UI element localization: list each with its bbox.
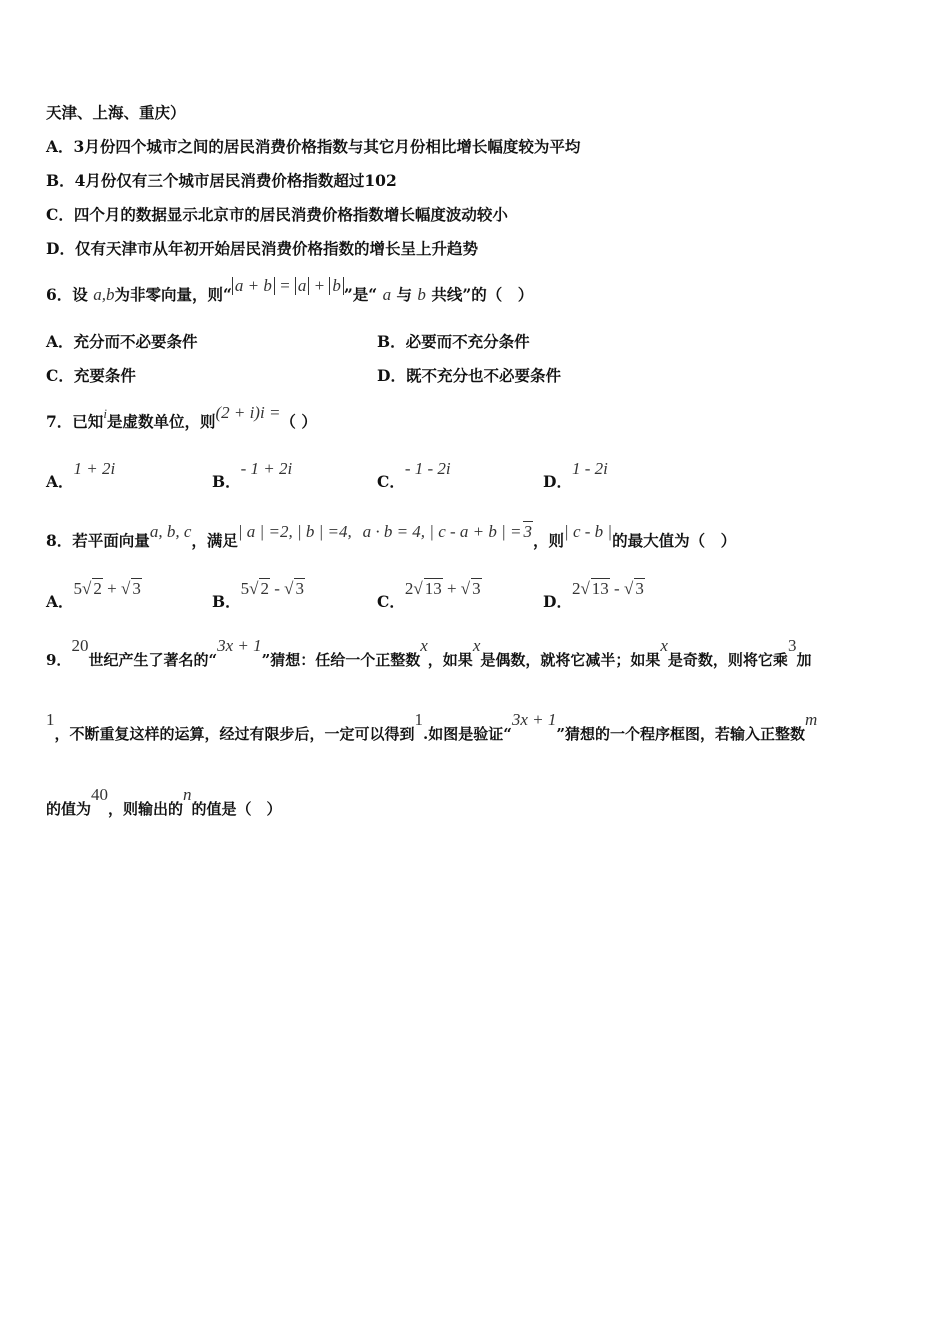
stem-text: ，则 — [533, 531, 565, 550]
sqrt-value: 3 — [523, 522, 533, 541]
abs-a: a — [295, 277, 310, 295]
abs-b: b — [329, 277, 344, 295]
stem-text: ，满足 — [191, 531, 238, 550]
option-text: 仅有天津市从年初开始居民消费价格指数的增长呈上升趋势 — [74, 239, 478, 258]
option-label: A． — [46, 137, 74, 156]
option-label: A． — [46, 592, 74, 611]
option-label: D． — [543, 592, 572, 611]
option-text: 四个月的数据显示北京市的居民消费价格指数增长幅度波动较小 — [73, 205, 508, 224]
math-op: - — [269, 579, 285, 598]
stem-text: 已知 — [72, 412, 104, 431]
q5-option-a[interactable] — [46, 137, 580, 157]
q6-option-d[interactable] — [377, 366, 561, 386]
option-text: 必要而不充分条件 — [405, 332, 530, 351]
stem-text: 世纪产生了著名的“ — [88, 651, 218, 669]
sqrt-value: 13 — [591, 579, 609, 598]
option-value: 1 + 2i — [73, 459, 116, 478]
math-op: - — [609, 579, 624, 598]
option-label: C． — [46, 366, 74, 385]
option-label: C． — [46, 205, 74, 224]
q9-line-3 — [46, 785, 282, 819]
math-expression: (2 + i)i = — [215, 403, 281, 422]
math-plus: + — [309, 276, 330, 295]
stem-text: ，如果 — [427, 651, 473, 669]
q9-line-2 — [46, 710, 818, 744]
sqrt-value: 2 — [93, 579, 102, 598]
math-expression: 3x + 1 — [511, 710, 557, 729]
option-text: 4月份仅有三个城市居民消费价格指数超过102 — [74, 171, 397, 190]
math-1: 1 — [414, 710, 424, 729]
q9-line-1 — [46, 636, 812, 670]
option-label: D． — [377, 366, 406, 385]
math-eq: = — [274, 276, 295, 295]
option-value: 5√ 2 - √ 3 — [240, 579, 304, 598]
math-x: x — [420, 636, 428, 655]
sqrt-value: 3 — [132, 579, 141, 598]
option-text: 充要条件 — [73, 366, 136, 385]
math-40: 40 — [91, 785, 109, 804]
math-op: + — [442, 579, 461, 598]
q6-option-c[interactable] — [46, 366, 136, 386]
stem-text: ”猜想的一个程序框图，若输入正整数 — [556, 725, 806, 743]
q7-option-b[interactable] — [212, 459, 293, 492]
stem-text: 为非零向量，则“ — [114, 285, 232, 304]
q7-option-a[interactable] — [46, 459, 116, 492]
math-20: 20 — [71, 636, 89, 655]
math-m: m — [805, 710, 818, 729]
coef: 2 — [404, 579, 414, 598]
q6-option-b[interactable] — [377, 332, 530, 352]
option-value: 2√ 13 + √ 3 — [404, 579, 481, 598]
math-condition — [232, 276, 344, 295]
math-n: n — [183, 785, 192, 804]
stem-text: 的值是（ ） — [191, 800, 282, 818]
q8-option-c[interactable] — [377, 579, 482, 612]
coef: 5 — [240, 579, 250, 598]
stem-text: .如图是验证“ — [423, 725, 512, 743]
question-number: 8． — [46, 531, 73, 550]
q7-stem — [46, 403, 317, 433]
math-b: b — [417, 285, 426, 304]
option-label: C． — [377, 472, 405, 491]
q8-option-b[interactable] — [212, 579, 305, 612]
math-3: 3 — [787, 636, 797, 655]
stem-text: ，则输出的 — [108, 800, 184, 818]
option-label: A． — [46, 472, 74, 491]
stem-text: 与 — [396, 285, 413, 304]
math-vars: a,b — [93, 285, 115, 304]
q7-option-d[interactable] — [543, 459, 608, 492]
stem-text: 是偶数，就将它减半；如果 — [480, 651, 661, 669]
abs-sum: a + b — [232, 277, 275, 295]
math-condition-2-text: a · b = 4, | c - a + b | = — [362, 522, 522, 541]
math-1: 1 — [46, 710, 55, 729]
stem-text: ”是“ — [343, 285, 378, 304]
option-label: B． — [212, 592, 241, 611]
stem-text: 共线”的（ ） — [431, 285, 534, 304]
option-value: 5√ 2 + √ 3 — [73, 579, 141, 598]
q5-option-c[interactable] — [46, 205, 508, 225]
question-number: 9． — [46, 651, 72, 669]
math-x: x — [660, 636, 668, 655]
q5-option-d[interactable] — [46, 239, 478, 259]
option-text: 3月份四个城市之间的居民消费价格指数与其它月份相比增长幅度较为平均 — [73, 137, 581, 156]
q7-option-c[interactable] — [377, 459, 451, 492]
option-value: - 1 + 2i — [240, 459, 293, 478]
question-number: 7． — [46, 412, 73, 431]
option-label: C． — [377, 592, 405, 611]
sqrt-value: 3 — [472, 579, 481, 598]
stem-text: 是奇数，则将它乘 — [667, 651, 788, 669]
math-condition-1: | a | =2, | b | =4, — [237, 522, 352, 541]
coef: 5 — [73, 579, 83, 598]
math-op: + — [102, 579, 121, 598]
math-i: i — [103, 406, 107, 421]
option-label: B． — [46, 171, 75, 190]
q8-option-a[interactable] — [46, 579, 142, 612]
option-label: D． — [46, 239, 75, 258]
sqrt-value: 13 — [424, 579, 442, 598]
option-text: 充分而不必要条件 — [73, 332, 198, 351]
math-target: | c - b | — [564, 522, 613, 541]
question-number: 6． — [46, 285, 73, 304]
stem-text: 的最大值为（ ） — [612, 531, 737, 550]
math-expression: 3x + 1 — [217, 636, 262, 655]
q5-tail: 天津、上海、重庆） — [46, 103, 186, 122]
option-text: 既不充分也不必要条件 — [405, 366, 561, 385]
stem-text: 加 — [796, 651, 812, 669]
stem-text: 的值为 — [46, 800, 92, 818]
q8-stem — [46, 522, 737, 551]
option-label: B． — [377, 332, 406, 351]
q6-stem — [46, 276, 534, 305]
sqrt-value: 2 — [260, 579, 269, 598]
stem-text: （ ） — [280, 412, 317, 431]
stem-text: ，不断重复这样的运算，经过有限步后，一定可以得到 — [54, 725, 415, 743]
option-label: B． — [212, 472, 241, 491]
stem-text: 是虚数单位，则 — [106, 412, 216, 431]
sqrt-value: 3 — [295, 579, 304, 598]
stem-text: ”猜想：任给一个正整数 — [261, 651, 421, 669]
stem-text: 若平面向量 — [72, 531, 150, 550]
option-label: A． — [46, 332, 74, 351]
option-value: - 1 - 2i — [404, 459, 451, 478]
coef: 2 — [571, 579, 581, 598]
q8-option-d[interactable] — [543, 579, 645, 612]
stem-text: 设 — [72, 285, 88, 304]
option-label: D． — [543, 472, 572, 491]
option-value: 1 - 2i — [571, 459, 608, 478]
q5-option-b[interactable] — [46, 171, 397, 191]
math-condition-2 — [363, 522, 533, 541]
q6-option-a[interactable] — [46, 332, 198, 352]
sqrt-value: 3 — [635, 579, 644, 598]
option-value: 2√ 13 - √ 3 — [571, 579, 644, 598]
math-x: x — [472, 636, 481, 655]
math-a: a — [382, 285, 392, 304]
math-vars: a, b, c — [149, 522, 192, 541]
